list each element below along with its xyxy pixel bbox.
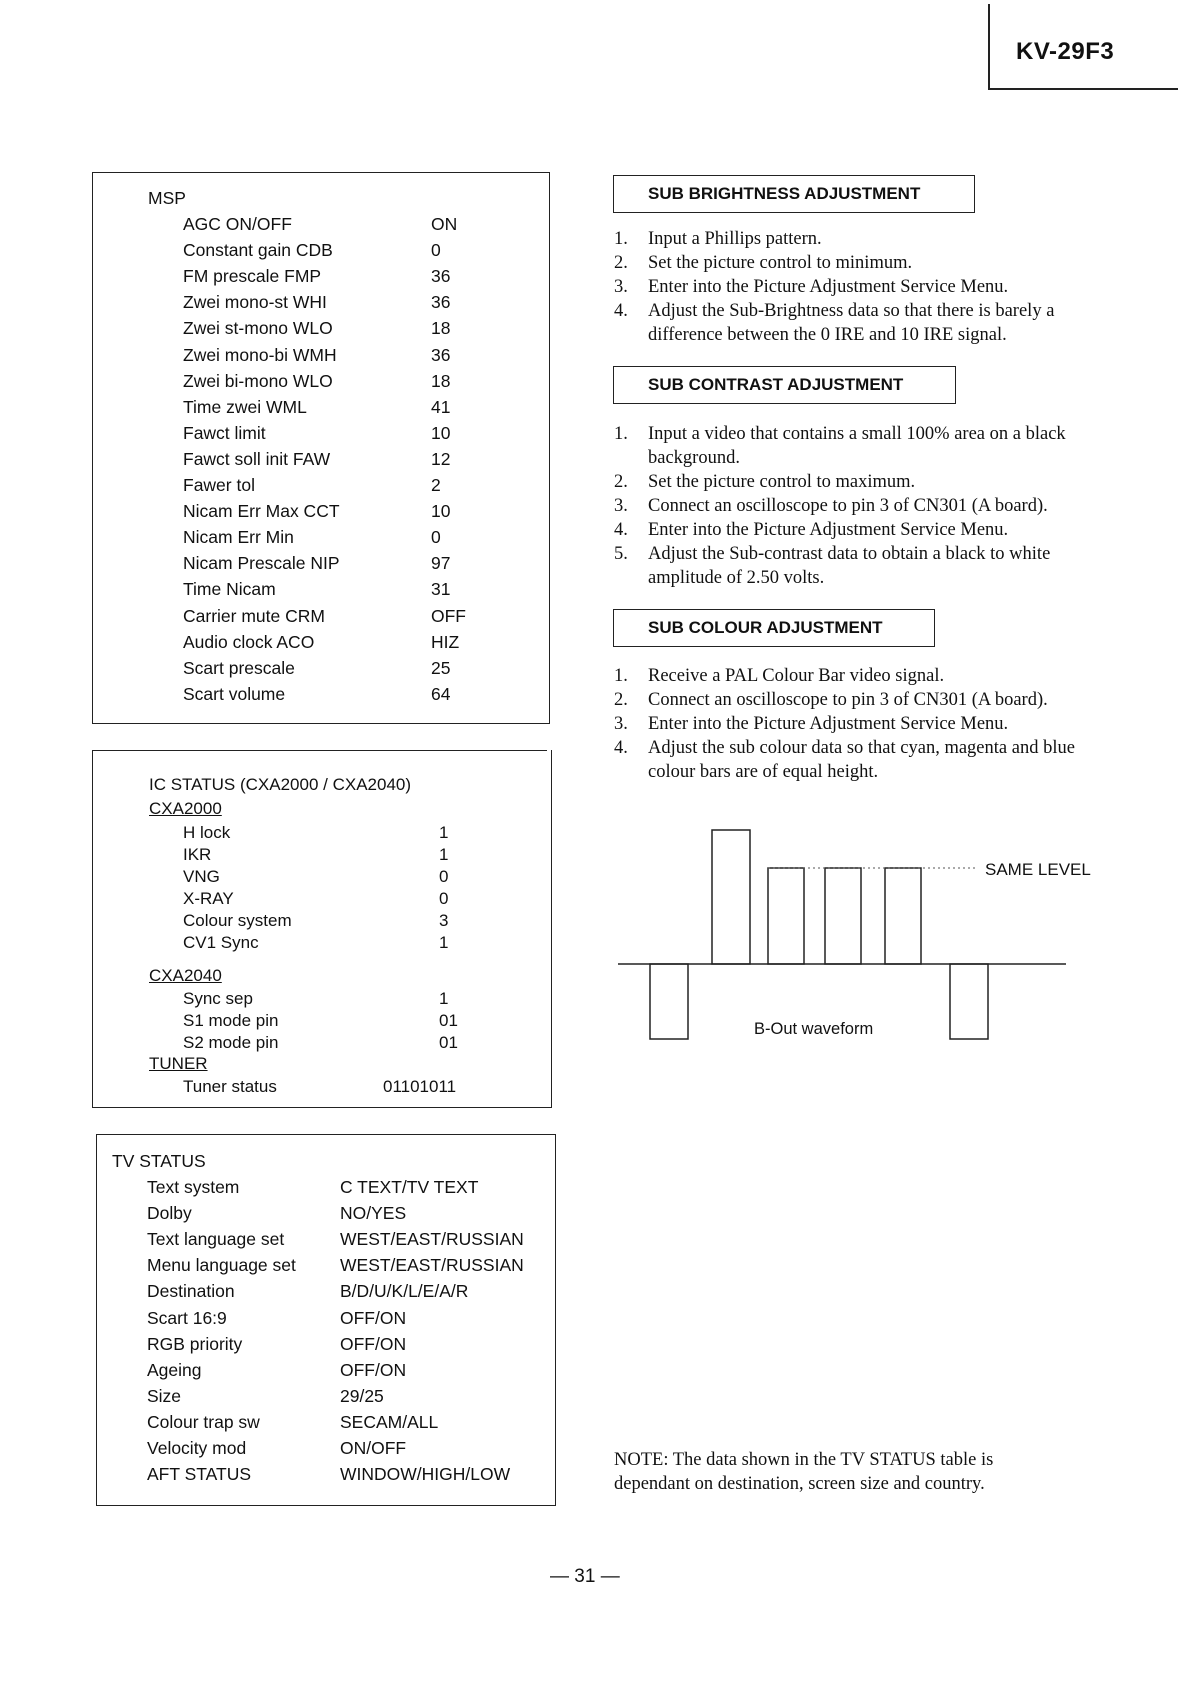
cxa2040-row-label: Sync sep (183, 989, 253, 1008)
tv-status-row-value: WEST/EAST/RUSSIAN (340, 1255, 524, 1276)
sub-colour-step-number: 3. (614, 714, 628, 734)
waveform-cyan-bar (825, 868, 861, 964)
sub-brightness-step-number: 1. (614, 229, 628, 249)
sub-contrast-heading: SUB CONTRAST ADJUSTMENT (613, 366, 956, 404)
sub-contrast-step-number: 1. (614, 424, 628, 444)
tv-status-row-label: Velocity mod (147, 1438, 247, 1458)
cxa2000-row-label: VNG (183, 867, 220, 886)
msp-row-label: Nicam Err Max CCT (183, 501, 340, 522)
cxa2040-heading: CXA2040 (149, 966, 222, 985)
tv-status-row-value: ON/OFF (340, 1438, 407, 1458)
sub-contrast-step (614, 422, 1124, 470)
waveform-sync-pulse-left (650, 964, 688, 1039)
sub-colour-step-number: 1. (614, 666, 628, 686)
msp-row-value: 36 (431, 344, 451, 365)
msp-row-label: Constant gain CDB (183, 240, 333, 261)
sub-colour-step-text: Enter into the Picture Adjustment Service Menu. (648, 714, 1009, 734)
ic-status-top-border (92, 750, 547, 751)
sub-brightness-step (614, 251, 1124, 275)
b-out-waveform-diagram (610, 820, 1110, 1070)
sub-contrast-step (614, 470, 1124, 494)
sub-contrast-step-number: 4. (614, 520, 628, 540)
msp-row-label: Fawct soll init FAW (183, 448, 331, 469)
sub-colour-step-text: Receive a PAL Colour Bar video signal. (648, 666, 945, 686)
msp-row-value: 10 (431, 422, 451, 443)
sub-brightness-step-text: Enter into the Picture Adjustment Service Menu. (648, 277, 1009, 297)
tv-status-row-value: C TEXT/TV TEXT (340, 1177, 479, 1197)
tv-status-row-label: Dolby (147, 1203, 192, 1224)
msp-row-label: Time Nicam (183, 579, 276, 600)
tv-status-row-value: SECAM/ALL (340, 1411, 439, 1432)
tv-status-table (96, 1134, 556, 1506)
sub-contrast-step-text: Input a video that contains a small 100% area on a black background. (648, 424, 1066, 468)
cxa2000-row-label: CV1 Sync (183, 933, 259, 952)
msp-row-label: Fawer tol (183, 475, 255, 495)
cxa2000-row-label: X-RAY (183, 889, 234, 908)
sub-colour-heading: SUB COLOUR ADJUSTMENT (613, 609, 935, 647)
cxa2040-row-value: 01 (439, 1011, 458, 1030)
cxa2000-row-value: 0 (439, 889, 449, 908)
waveform-green-bar (885, 868, 921, 964)
tv-status-row-value: WINDOW/HIGH/LOW (340, 1464, 511, 1485)
tv-status-row-label: Colour trap sw (147, 1411, 260, 1432)
cxa2040-row-value: 1 (439, 989, 449, 1008)
cxa2040-row-label: S1 mode pin (183, 1011, 279, 1030)
waveform-caption: B-Out waveform (754, 1020, 874, 1038)
msp-row-value: 12 (431, 448, 451, 469)
sub-brightness-step-number: 4. (614, 301, 628, 321)
sub-contrast-step (614, 542, 1124, 590)
sub-colour-step-text: Connect an oscilloscope to pin 3 of CN301 (A board). (648, 690, 1048, 710)
tv-status-row-label: RGB priority (147, 1333, 243, 1354)
waveform-white-bar (712, 830, 750, 964)
cxa2040-row-label: S2 mode pin (183, 1033, 279, 1052)
tuner-row-value: 01101011 (383, 1077, 457, 1096)
tv-status-row-value: B/D/U/K/L/E/A/R (340, 1281, 469, 1302)
msp-row-value: ON (431, 214, 458, 234)
note-text: NOTE: The data shown in the TV STATUS table is dependant on destination, screen size and country. (614, 1450, 994, 1494)
msp-row-label: Nicam Prescale NIP (183, 553, 340, 574)
sub-brightness-step (614, 275, 1124, 299)
sub-contrast-step-text: Connect an oscilloscope to pin 3 of CN301 (A board). (648, 496, 1048, 516)
msp-row-label: Scart volume (183, 683, 286, 704)
sub-brightness-steps (614, 227, 1124, 347)
msp-row-label: FM prescale FMP (183, 266, 322, 287)
cxa2000-row-value: 3 (439, 911, 449, 930)
msp-row-value: 31 (431, 579, 451, 600)
sub-brightness-step-number: 3. (614, 277, 628, 297)
sub-colour-step (614, 712, 1124, 736)
sub-brightness-step-text: Set the picture control to minimum. (648, 253, 913, 273)
sub-colour-step-text: Adjust the sub colour data so that cyan, magenta and blue colour bars are of equal height. (648, 738, 1075, 782)
msp-row-label: Nicam Err Min (183, 527, 294, 548)
tv-status-row-label: Text language set (147, 1229, 285, 1250)
msp-row-label: Zwei st-mono WLO (183, 318, 333, 339)
msp-row-label: Zwei bi-mono WLO (183, 370, 333, 391)
model-number: KV-29F3 (1016, 38, 1115, 65)
sub-brightness-step (614, 227, 1124, 251)
page-number: — 31 — (550, 1566, 620, 1587)
sub-contrast-step (614, 518, 1124, 542)
msp-row-value: 97 (431, 553, 451, 574)
msp-row-value: 36 (431, 266, 451, 287)
sub-brightness-step (614, 299, 1124, 347)
sub-contrast-step-number: 3. (614, 496, 628, 516)
msp-row-label: Carrier mute CRM (183, 605, 325, 626)
tv-status-row-value: WEST/EAST/RUSSIAN (340, 1229, 524, 1250)
tv-status-row-label: AFT STATUS (147, 1464, 252, 1485)
sub-contrast-step-text: Enter into the Picture Adjustment Service Menu. (648, 520, 1009, 540)
tv-status-row-label: Text system (147, 1177, 240, 1197)
msp-row-value: HIZ (431, 631, 460, 652)
msp-row-label: Zwei mono-bi WMH (183, 344, 337, 365)
msp-row-value: 41 (431, 396, 451, 417)
msp-row-label: Scart prescale (183, 657, 295, 678)
msp-title: MSP (148, 188, 186, 208)
sub-colour-steps (614, 664, 1124, 784)
tv-status-title: TV STATUS (112, 1151, 206, 1171)
msp-row-label: Audio clock ACO (183, 631, 315, 652)
sub-brightness-step-text: Input a Phillips pattern. (648, 229, 822, 249)
msp-table (92, 172, 550, 724)
sub-contrast-step-text: Adjust the Sub-contrast data to obtain a black to white amplitude of 2.50 volts. (648, 544, 1051, 588)
sub-colour-step (614, 736, 1124, 784)
cxa2000-row-value: 0 (439, 867, 449, 886)
sub-contrast-step-number: 2. (614, 472, 628, 492)
sub-brightness-heading: SUB BRIGHTNESS ADJUSTMENT (613, 175, 975, 213)
msp-row-label: Time zwei WML (183, 396, 307, 417)
sub-colour-step-number: 4. (614, 738, 628, 758)
sub-contrast-step (614, 494, 1124, 518)
cxa2000-row-label: IKR (183, 845, 212, 864)
msp-row-value: 0 (431, 527, 441, 548)
msp-row-label: Zwei mono-st WHI (183, 292, 327, 313)
msp-row-value: 64 (431, 683, 451, 704)
msp-row-label: Fawct limit (183, 422, 266, 443)
sub-colour-step (614, 664, 1124, 688)
msp-row-value: 0 (431, 240, 441, 261)
msp-row-value: 10 (431, 501, 451, 522)
sub-colour-step (614, 688, 1124, 712)
cxa2000-row-value: 1 (439, 845, 449, 864)
tv-status-row-value: OFF/ON (340, 1359, 407, 1380)
cxa2040-row-value: 01 (439, 1033, 458, 1052)
same-level-label: SAME LEVEL (985, 860, 1091, 879)
tv-status-row-value: NO/YES (340, 1203, 407, 1224)
tv-status-row-value: OFF/ON (340, 1307, 407, 1328)
sub-contrast-step-text: Set the picture control to maximum. (648, 472, 916, 492)
sub-brightness-step-number: 2. (614, 253, 628, 273)
sub-contrast-step-number: 5. (614, 544, 628, 564)
ic-status-title: IC STATUS (CXA2000 / CXA2040) (149, 775, 412, 794)
tv-status-row-value: OFF/ON (340, 1333, 407, 1354)
tv-status-row-label: Scart 16:9 (147, 1307, 227, 1328)
msp-row-label: AGC ON/OFF (183, 214, 292, 234)
cxa2000-row-value: 1 (439, 823, 449, 842)
cxa2000-row-label: H lock (183, 823, 231, 842)
tv-status-row-label: Ageing (147, 1359, 202, 1380)
waveform-sync-pulse-right (950, 964, 988, 1039)
msp-row-value: OFF (431, 605, 466, 626)
cxa2000-row-value: 1 (439, 933, 449, 952)
tv-status-row-label: Size (147, 1385, 182, 1406)
ic-status-table (92, 750, 552, 1108)
msp-row-value: 18 (431, 370, 451, 391)
sub-brightness-step-text: Adjust the Sub-Brightness data so that there is barely a difference between the 0 IRE and 10 IRE signal. (648, 301, 1055, 345)
waveform-yellow-bar (768, 868, 804, 964)
tuner-row-label: Tuner status (183, 1077, 277, 1096)
tv-status-row-value: 29/25 (340, 1385, 384, 1406)
msp-row-value: 25 (431, 657, 451, 678)
sub-colour-step-number: 2. (614, 690, 628, 710)
msp-row-value: 18 (431, 318, 451, 339)
sub-contrast-steps (614, 422, 1124, 590)
tv-status-row-label: Destination (147, 1281, 235, 1302)
tuner-heading: TUNER (149, 1054, 208, 1073)
tv-status-row-label: Menu language set (147, 1255, 296, 1276)
msp-row-value: 2 (431, 475, 441, 495)
cxa2000-heading: CXA2000 (149, 799, 222, 818)
msp-row-value: 36 (431, 292, 451, 313)
cxa2000-row-label: Colour system (183, 911, 292, 930)
